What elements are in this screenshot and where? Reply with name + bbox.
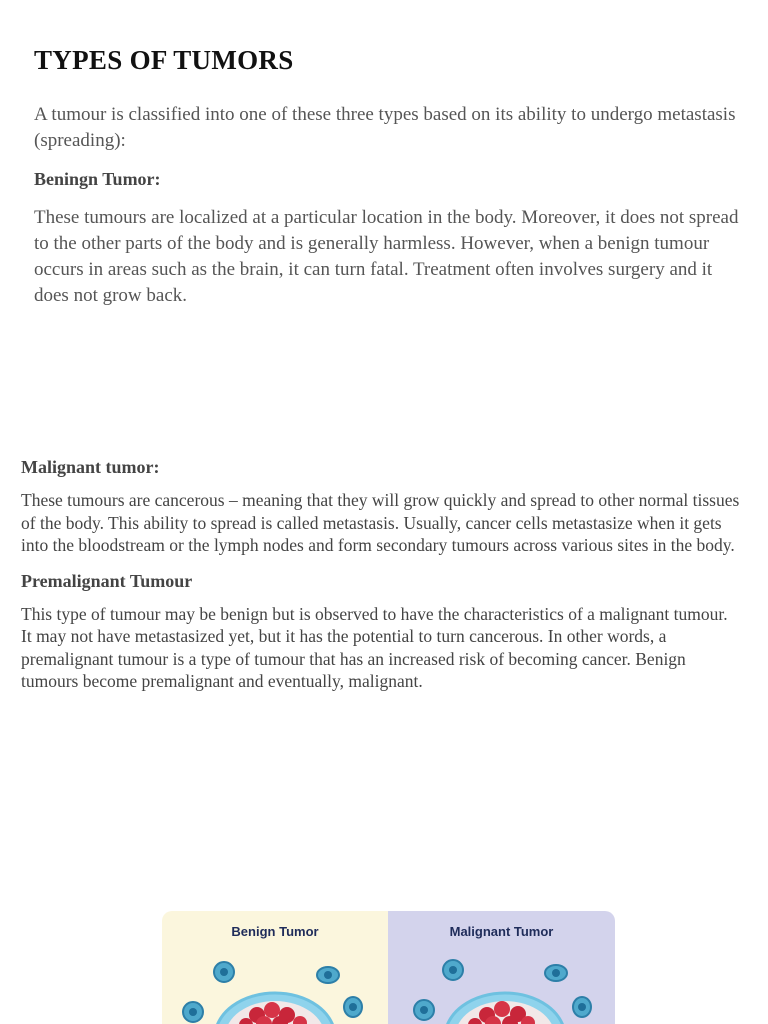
tumor-comparison-illustration: [162, 911, 615, 1024]
tumor-types-section: [21, 455, 741, 693]
benign-paragraph: These tumours are localized at a particular location in the body. Moreover, it does not spread to the other parts of the body and is generally harmless. However, when a benign tumour occurs in areas such as the brain, it can turn fatal. Treatment often involves surgery and it does not grow back.: [34, 207, 739, 306]
intro-paragraph: A tumour is classified into one of these three types based on its ability to undergo metastasis (spreading):: [34, 104, 736, 151]
malignant-panel-label: Malignant Tumor: [449, 924, 554, 939]
benign-tumor-mass: [215, 993, 335, 1024]
intro-section: [34, 40, 739, 309]
malignant-tumor-mass: [445, 993, 565, 1024]
malignant-heading: Malignant tumor:: [21, 457, 160, 477]
benign-heading: Beningn Tumor:: [34, 169, 161, 189]
page-title: TYPES OF TUMORS: [34, 45, 294, 75]
premalignant-heading: Premalignant Tumour: [21, 570, 193, 591]
tumor-illustration-graphic: [162, 911, 615, 1024]
benign-panel-label: Benign Tumor: [231, 924, 319, 939]
premalignant-paragraph: This type of tumour may be benign but is observed to have the characteristics of a malignant tumour. It may not have metastasized yet, but it has the potential to turn cancerous. In other words, a premalignant tumour is a type of tumour that has an increased risk of becoming cancer. Benign tumours become premalignant and eventually, malignant.: [21, 603, 728, 691]
malignant-paragraph: These tumours are cancerous – meaning that they will grow quickly and spread to other normal tissues of the body. This ability to spread is called metastasis. Usually, cancer cells metastasize when it gets into the bloodstream or the lymph nodes and form secondary tumours across various sites in the body.: [21, 490, 740, 555]
